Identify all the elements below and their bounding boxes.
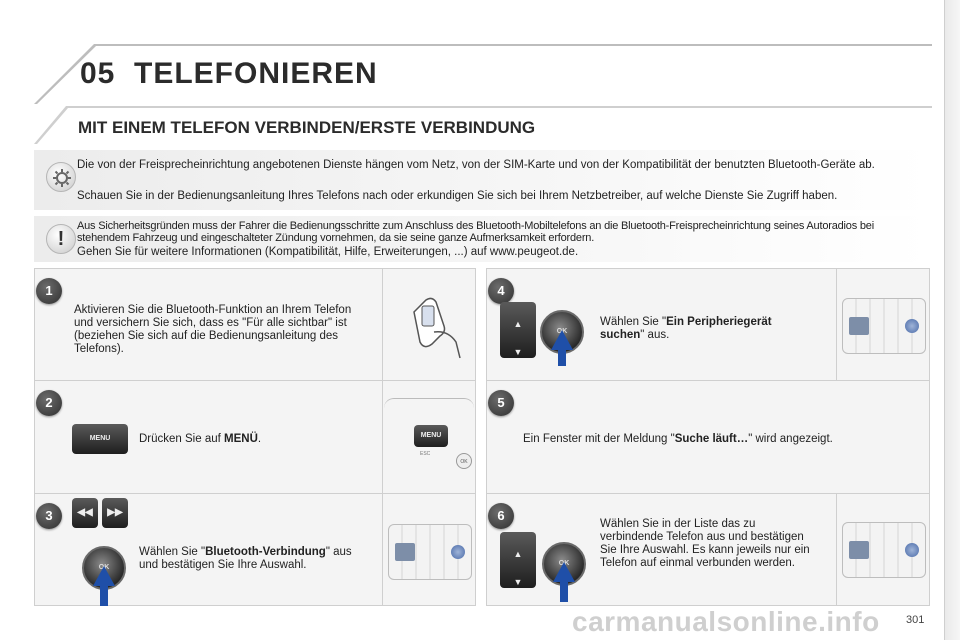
up-down-button-graphic: ▲ ▼ xyxy=(500,302,536,358)
watermark: carmanualsonline.info xyxy=(572,606,880,637)
page-number: 301 xyxy=(906,614,925,626)
arrow-up-icon xyxy=(553,562,575,582)
info-notice-line2: Schauen Sie in der Bedienungsanleitung Ihres Telefons nach oder erkundigen Sie sich bei Ihrem Netzbetreiber, auf welche Dienste Sie Zugriff haben. xyxy=(77,190,838,202)
warning-notice xyxy=(34,216,930,262)
radio-esc-label: ESC xyxy=(420,451,431,457)
radio-display xyxy=(842,298,926,354)
info-notice-line1: Die von der Freisprecheinrichtung angebotenen Dienste hängen vom Netz, von der SIM-Karte und von der Kompatibilität der benutzten Bluetooth-Geräte ab. xyxy=(77,159,875,171)
menu-button-graphic: MENU xyxy=(72,424,128,454)
warning-notice-line2: Gehen Sie für weitere Informationen (Kompatibilität, Hilfe, Erweiterungen, ...) auf www.peugeot.de. xyxy=(77,246,579,258)
step-1-badge: 1 xyxy=(36,278,62,304)
step-1-text: Aktivieren Sie die Bluetooth-Funktion an Ihrem Telefon und versichern Sie sich, dass es "Für alle sichtbar" ist (beziehen Sie sich auf die Bedienungsanleitung des Telefons). xyxy=(74,304,352,355)
step-2-badge: 2 xyxy=(36,390,62,416)
divider xyxy=(836,493,837,606)
step-5-badge: 5 xyxy=(488,390,514,416)
up-down-button-graphic: ▲ ▼ xyxy=(500,532,536,588)
step-2-text: Drücken Sie auf MENÜ. xyxy=(139,433,262,445)
arrow-up-icon xyxy=(100,584,108,606)
forward-button-graphic: ▶▶ xyxy=(102,498,128,528)
divider xyxy=(382,268,383,606)
divider xyxy=(486,493,930,494)
info-notice xyxy=(34,150,930,210)
chapter-title: TELEFONIEREN xyxy=(134,57,378,90)
arrow-up-icon xyxy=(551,330,573,350)
radio-menu-button: MENU xyxy=(414,425,448,447)
section-title: MIT EINEM TELEFON VERBINDEN/ERSTE VERBINDUNG xyxy=(78,118,536,137)
rewind-button-graphic: ◀◀ xyxy=(72,498,98,528)
radio-closeup xyxy=(384,398,474,478)
radio-display xyxy=(842,522,926,578)
ok-knob: OK xyxy=(82,546,126,590)
divider xyxy=(836,268,837,380)
arrow-up-icon xyxy=(560,580,568,602)
chapter-number: 05 xyxy=(80,57,116,90)
step-5-text: Ein Fenster mit der Meldung "Suche läuft…" wird angezeigt. xyxy=(523,433,833,445)
ok-knob: OK xyxy=(540,310,584,354)
step-3-badge: 3 xyxy=(36,503,62,529)
radio-ok-knob: OK xyxy=(456,453,472,469)
arrow-up-icon xyxy=(93,566,115,586)
divider xyxy=(34,380,476,381)
ok-knob: OK xyxy=(542,542,586,586)
divider xyxy=(486,380,930,381)
exclamation-icon: ! xyxy=(46,224,76,254)
warning-notice-line1: Aus Sicherheitsgründen muss der Fahrer die Bedienungsschritte zum Anschluss des Bluetooth-Mobiltelefons an die Bluetooth-Freisprecheinrichtung seines Autoradios bei stehendem Fahrzeug und eingeschalteter Zündung vornehmen, da sie seine ganze Aufmerksamkeit erfordern. xyxy=(77,220,874,244)
step-4-badge: 4 xyxy=(488,278,514,304)
step-6-text: Wählen Sie in der Liste das zu verbindende Telefon aus und bestätigen Sie Ihre Auswahl. Es kann jeweils nur ein Telefon auf einmal verbunden werden. xyxy=(600,518,810,569)
gear-icon xyxy=(46,162,76,192)
step-6-badge: 6 xyxy=(488,503,514,529)
divider xyxy=(34,493,476,494)
step-3-text: Wählen Sie "Bluetooth-Verbindung" aus und bestätigen Sie Ihre Auswahl. xyxy=(139,546,352,571)
radio-display xyxy=(388,524,472,580)
phone-icon xyxy=(404,292,468,362)
step-4-text: Wählen Sie "Ein Peripheriegerät suchen" aus. xyxy=(600,316,772,341)
page-edge xyxy=(944,0,960,640)
